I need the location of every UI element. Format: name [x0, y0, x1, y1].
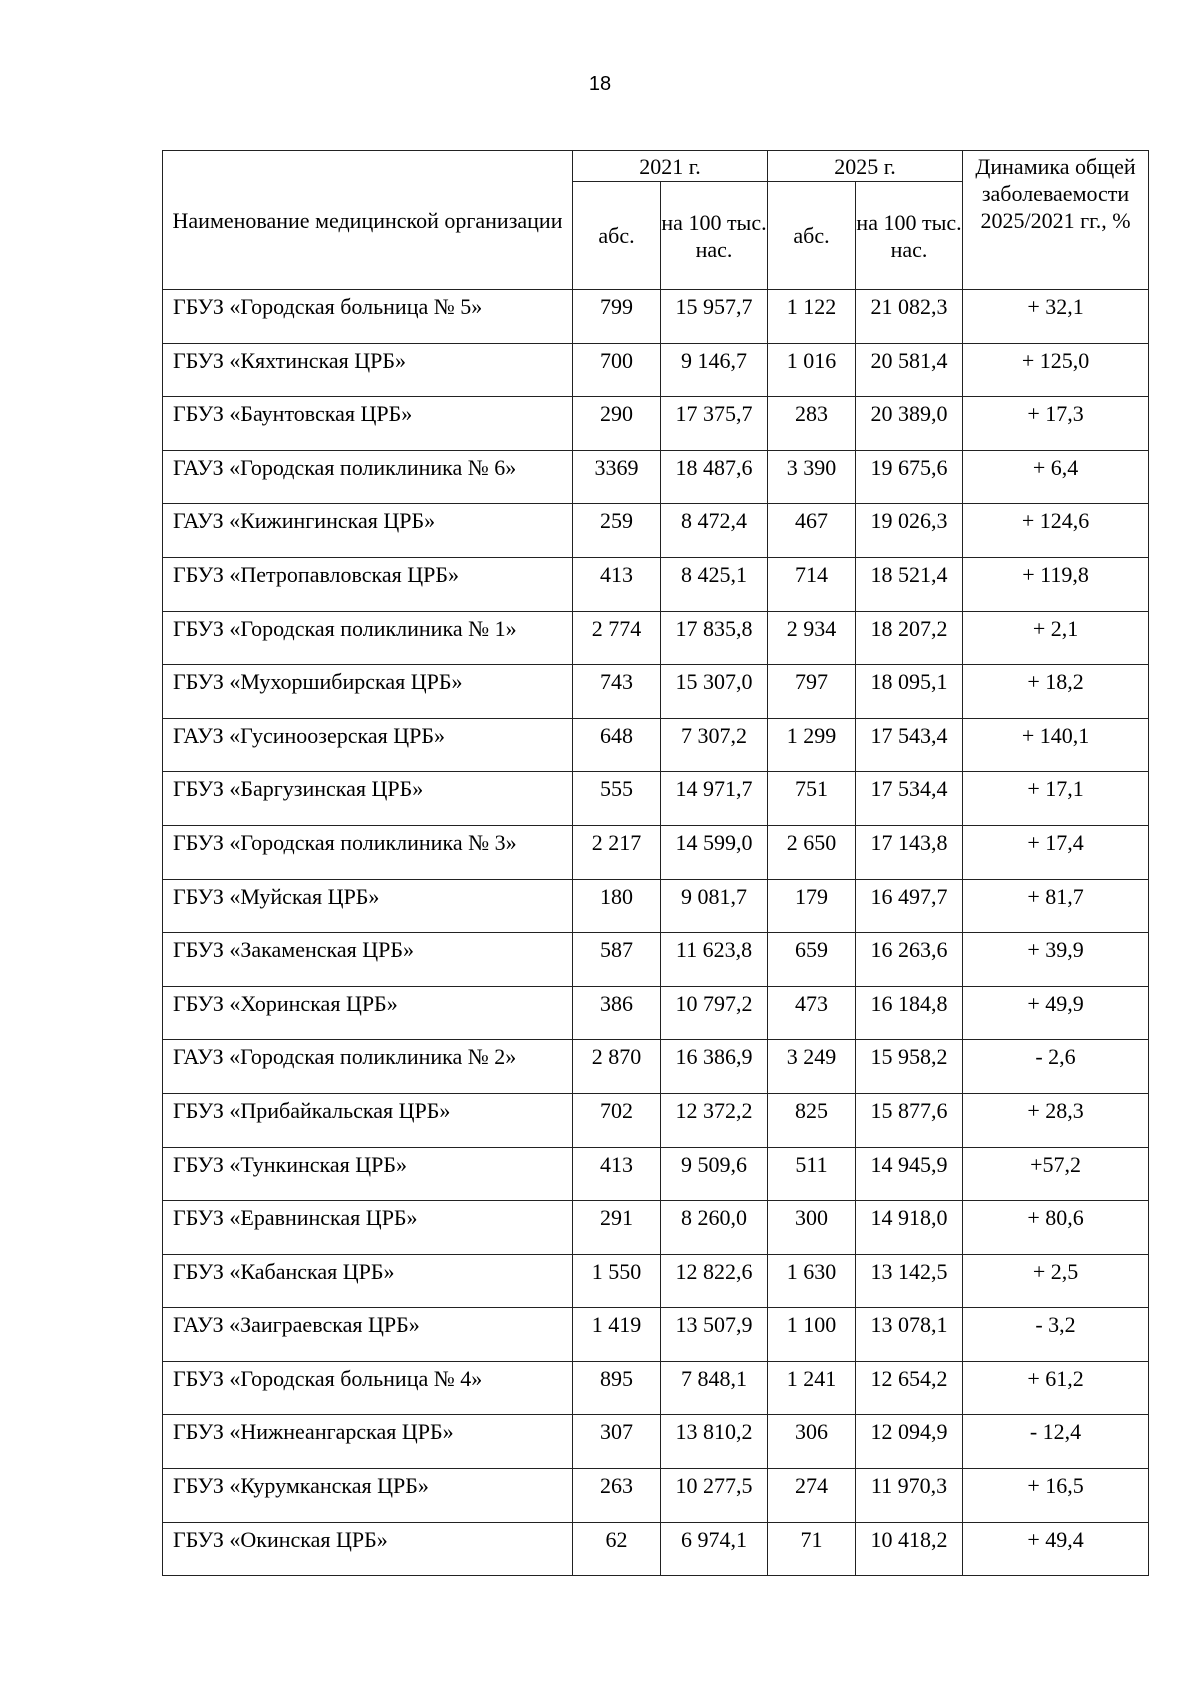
cell-abs-2021: 62 — [573, 1522, 661, 1576]
table-row — [163, 450, 1149, 504]
cell-abs-2025: 467 — [768, 504, 856, 558]
cell-organization-name: ГБУЗ «Еравнинская ЦРБ» — [163, 1201, 573, 1255]
table-row — [163, 665, 1149, 719]
header-abs-2021: абс. — [573, 182, 661, 290]
cell-organization-name: ГАУЗ «Заиграевская ЦРБ» — [163, 1308, 573, 1362]
cell-per100k-2025: 10 418,2 — [856, 1522, 963, 1576]
cell-abs-2021: 259 — [573, 504, 661, 558]
cell-per100k-2021: 14 971,7 — [661, 772, 768, 826]
cell-abs-2025: 2 650 — [768, 825, 856, 879]
cell-organization-name: ГБУЗ «Городская поликлиника № 1» — [163, 611, 573, 665]
cell-per100k-2025: 16 497,7 — [856, 879, 963, 933]
cell-organization-name: ГБУЗ «Петропавловская ЦРБ» — [163, 557, 573, 611]
cell-dynamics: + 125,0 — [963, 343, 1149, 397]
cell-dynamics: + 17,4 — [963, 825, 1149, 879]
cell-dynamics: + 2,5 — [963, 1254, 1149, 1308]
cell-abs-2025: 1 299 — [768, 718, 856, 772]
cell-dynamics: + 61,2 — [963, 1361, 1149, 1415]
cell-abs-2025: 274 — [768, 1469, 856, 1523]
cell-per100k-2021: 10 277,5 — [661, 1469, 768, 1523]
cell-per100k-2025: 15 958,2 — [856, 1040, 963, 1094]
table-row — [163, 1415, 1149, 1469]
cell-abs-2025: 306 — [768, 1415, 856, 1469]
cell-per100k-2025: 13 078,1 — [856, 1308, 963, 1362]
cell-abs-2025: 751 — [768, 772, 856, 826]
table-row — [163, 611, 1149, 665]
cell-abs-2021: 413 — [573, 557, 661, 611]
cell-abs-2025: 3 390 — [768, 450, 856, 504]
cell-organization-name: ГБУЗ «Кяхтинская ЦРБ» — [163, 343, 573, 397]
cell-abs-2021: 3369 — [573, 450, 661, 504]
table-row — [163, 718, 1149, 772]
cell-abs-2025: 1 630 — [768, 1254, 856, 1308]
cell-per100k-2021: 18 487,6 — [661, 450, 768, 504]
cell-dynamics: + 32,1 — [963, 290, 1149, 344]
header-dynamics: Динамика общей заболеваемости 2025/2021 гг., % — [963, 151, 1149, 290]
cell-per100k-2025: 21 082,3 — [856, 290, 963, 344]
cell-organization-name: ГБУЗ «Нижнеангарская ЦРБ» — [163, 1415, 573, 1469]
table-row — [163, 1308, 1149, 1362]
cell-per100k-2021: 8 260,0 — [661, 1201, 768, 1255]
cell-organization-name: ГБУЗ «Городская поликлиника № 3» — [163, 825, 573, 879]
table-row — [163, 1201, 1149, 1255]
cell-per100k-2021: 15 307,0 — [661, 665, 768, 719]
cell-per100k-2021: 17 835,8 — [661, 611, 768, 665]
cell-dynamics: + 80,6 — [963, 1201, 1149, 1255]
cell-dynamics: + 17,1 — [963, 772, 1149, 826]
cell-abs-2025: 1 241 — [768, 1361, 856, 1415]
cell-per100k-2021: 8 425,1 — [661, 557, 768, 611]
cell-dynamics: + 16,5 — [963, 1469, 1149, 1523]
cell-abs-2025: 1 122 — [768, 290, 856, 344]
cell-per100k-2021: 13 810,2 — [661, 1415, 768, 1469]
cell-per100k-2021: 11 623,8 — [661, 933, 768, 987]
cell-organization-name: ГБУЗ «Курумканская ЦРБ» — [163, 1469, 573, 1523]
cell-per100k-2021: 12 372,2 — [661, 1093, 768, 1147]
table-row — [163, 343, 1149, 397]
cell-abs-2021: 743 — [573, 665, 661, 719]
cell-abs-2025: 473 — [768, 986, 856, 1040]
cell-abs-2025: 825 — [768, 1093, 856, 1147]
cell-per100k-2021: 9 081,7 — [661, 879, 768, 933]
cell-per100k-2025: 18 207,2 — [856, 611, 963, 665]
table-header — [163, 151, 1149, 290]
cell-abs-2021: 386 — [573, 986, 661, 1040]
cell-abs-2025: 71 — [768, 1522, 856, 1576]
table-row — [163, 933, 1149, 987]
cell-abs-2021: 2 870 — [573, 1040, 661, 1094]
morbidity-table — [162, 150, 1149, 1576]
cell-abs-2021: 263 — [573, 1469, 661, 1523]
table-row — [163, 772, 1149, 826]
table-row — [163, 1040, 1149, 1094]
cell-abs-2021: 587 — [573, 933, 661, 987]
header-organization-name: Наименование медицинской организации — [163, 151, 573, 290]
cell-organization-name: ГБУЗ «Муйская ЦРБ» — [163, 879, 573, 933]
cell-abs-2021: 700 — [573, 343, 661, 397]
table-row — [163, 557, 1149, 611]
table-row — [163, 290, 1149, 344]
cell-per100k-2021: 17 375,7 — [661, 397, 768, 451]
cell-abs-2025: 714 — [768, 557, 856, 611]
cell-dynamics: + 119,8 — [963, 557, 1149, 611]
table-row — [163, 1147, 1149, 1201]
cell-abs-2021: 799 — [573, 290, 661, 344]
cell-abs-2025: 2 934 — [768, 611, 856, 665]
table-row — [163, 825, 1149, 879]
cell-abs-2025: 283 — [768, 397, 856, 451]
cell-per100k-2021: 8 472,4 — [661, 504, 768, 558]
cell-per100k-2021: 15 957,7 — [661, 290, 768, 344]
cell-per100k-2021: 9 509,6 — [661, 1147, 768, 1201]
cell-dynamics: + 17,3 — [963, 397, 1149, 451]
cell-abs-2021: 2 774 — [573, 611, 661, 665]
cell-organization-name: ГАУЗ «Городская поликлиника № 2» — [163, 1040, 573, 1094]
cell-abs-2021: 291 — [573, 1201, 661, 1255]
cell-abs-2021: 895 — [573, 1361, 661, 1415]
cell-per100k-2021: 12 822,6 — [661, 1254, 768, 1308]
cell-dynamics: + 124,6 — [963, 504, 1149, 558]
cell-dynamics: + 49,4 — [963, 1522, 1149, 1576]
cell-per100k-2025: 12 654,2 — [856, 1361, 963, 1415]
table-row — [163, 1254, 1149, 1308]
cell-per100k-2025: 13 142,5 — [856, 1254, 963, 1308]
header-year-2021: 2021 г. — [573, 151, 768, 182]
cell-abs-2025: 1 016 — [768, 343, 856, 397]
cell-dynamics: + 6,4 — [963, 450, 1149, 504]
cell-dynamics: - 2,6 — [963, 1040, 1149, 1094]
table-row — [163, 1093, 1149, 1147]
cell-per100k-2021: 16 386,9 — [661, 1040, 768, 1094]
cell-per100k-2025: 16 184,8 — [856, 986, 963, 1040]
cell-abs-2025: 511 — [768, 1147, 856, 1201]
cell-organization-name: ГБУЗ «Окинская ЦРБ» — [163, 1522, 573, 1576]
cell-organization-name: ГАУЗ «Гусиноозерская ЦРБ» — [163, 718, 573, 772]
cell-per100k-2025: 17 534,4 — [856, 772, 963, 826]
cell-organization-name: ГБУЗ «Баргузинская ЦРБ» — [163, 772, 573, 826]
cell-abs-2021: 2 217 — [573, 825, 661, 879]
cell-organization-name: ГБУЗ «Мухоршибирская ЦРБ» — [163, 665, 573, 719]
cell-per100k-2021: 9 146,7 — [661, 343, 768, 397]
cell-per100k-2025: 14 945,9 — [856, 1147, 963, 1201]
cell-per100k-2021: 7 848,1 — [661, 1361, 768, 1415]
cell-abs-2025: 659 — [768, 933, 856, 987]
cell-dynamics: + 140,1 — [963, 718, 1149, 772]
cell-dynamics: + 81,7 — [963, 879, 1149, 933]
cell-per100k-2025: 20 581,4 — [856, 343, 963, 397]
cell-abs-2025: 3 249 — [768, 1040, 856, 1094]
cell-per100k-2025: 17 143,8 — [856, 825, 963, 879]
table-row — [163, 986, 1149, 1040]
cell-abs-2021: 702 — [573, 1093, 661, 1147]
header-per100k-2025: на 100 тыс. нас. — [856, 182, 963, 290]
cell-abs-2021: 648 — [573, 718, 661, 772]
cell-organization-name: ГБУЗ «Хоринская ЦРБ» — [163, 986, 573, 1040]
header-per100k-2021: на 100 тыс. нас. — [661, 182, 768, 290]
cell-organization-name: ГБУЗ «Прибайкальская ЦРБ» — [163, 1093, 573, 1147]
cell-organization-name: ГБУЗ «Закаменская ЦРБ» — [163, 933, 573, 987]
cell-abs-2021: 413 — [573, 1147, 661, 1201]
cell-dynamics: + 28,3 — [963, 1093, 1149, 1147]
cell-dynamics: + 49,9 — [963, 986, 1149, 1040]
cell-dynamics: + 18,2 — [963, 665, 1149, 719]
cell-dynamics: - 3,2 — [963, 1308, 1149, 1362]
header-abs-2025: абс. — [768, 182, 856, 290]
cell-per100k-2025: 14 918,0 — [856, 1201, 963, 1255]
cell-dynamics: + 39,9 — [963, 933, 1149, 987]
cell-abs-2025: 1 100 — [768, 1308, 856, 1362]
table-row — [163, 397, 1149, 451]
cell-dynamics: - 12,4 — [963, 1415, 1149, 1469]
cell-organization-name: ГБУЗ «Городская больница № 4» — [163, 1361, 573, 1415]
cell-organization-name: ГБУЗ «Городская больница № 5» — [163, 290, 573, 344]
table-row — [163, 1469, 1149, 1523]
cell-per100k-2025: 11 970,3 — [856, 1469, 963, 1523]
cell-per100k-2025: 16 263,6 — [856, 933, 963, 987]
cell-organization-name: ГАУЗ «Кижингинская ЦРБ» — [163, 504, 573, 558]
table-row — [163, 1522, 1149, 1576]
cell-abs-2025: 797 — [768, 665, 856, 719]
cell-abs-2021: 555 — [573, 772, 661, 826]
cell-per100k-2025: 17 543,4 — [856, 718, 963, 772]
cell-abs-2021: 1 419 — [573, 1308, 661, 1362]
cell-abs-2021: 307 — [573, 1415, 661, 1469]
cell-per100k-2025: 20 389,0 — [856, 397, 963, 451]
cell-per100k-2025: 19 026,3 — [856, 504, 963, 558]
cell-per100k-2025: 18 095,1 — [856, 665, 963, 719]
cell-per100k-2021: 6 974,1 — [661, 1522, 768, 1576]
cell-per100k-2025: 15 877,6 — [856, 1093, 963, 1147]
cell-per100k-2021: 13 507,9 — [661, 1308, 768, 1362]
cell-per100k-2021: 14 599,0 — [661, 825, 768, 879]
cell-dynamics: +57,2 — [963, 1147, 1149, 1201]
cell-abs-2021: 180 — [573, 879, 661, 933]
cell-per100k-2021: 10 797,2 — [661, 986, 768, 1040]
cell-organization-name: ГАУЗ «Городская поликлиника № 6» — [163, 450, 573, 504]
table-row — [163, 504, 1149, 558]
cell-abs-2021: 1 550 — [573, 1254, 661, 1308]
cell-abs-2025: 179 — [768, 879, 856, 933]
cell-abs-2021: 290 — [573, 397, 661, 451]
page-number: 18 — [588, 73, 612, 95]
cell-organization-name: ГБУЗ «Баунтовская ЦРБ» — [163, 397, 573, 451]
header-year-2025: 2025 г. — [768, 151, 963, 182]
table-row — [163, 1361, 1149, 1415]
cell-abs-2025: 300 — [768, 1201, 856, 1255]
cell-organization-name: ГБУЗ «Кабанская ЦРБ» — [163, 1254, 573, 1308]
cell-per100k-2025: 12 094,9 — [856, 1415, 963, 1469]
cell-per100k-2021: 7 307,2 — [661, 718, 768, 772]
cell-organization-name: ГБУЗ «Тункинская ЦРБ» — [163, 1147, 573, 1201]
cell-per100k-2025: 19 675,6 — [856, 450, 963, 504]
table-body — [163, 290, 1149, 1576]
table-row — [163, 879, 1149, 933]
cell-per100k-2025: 18 521,4 — [856, 557, 963, 611]
cell-dynamics: + 2,1 — [963, 611, 1149, 665]
